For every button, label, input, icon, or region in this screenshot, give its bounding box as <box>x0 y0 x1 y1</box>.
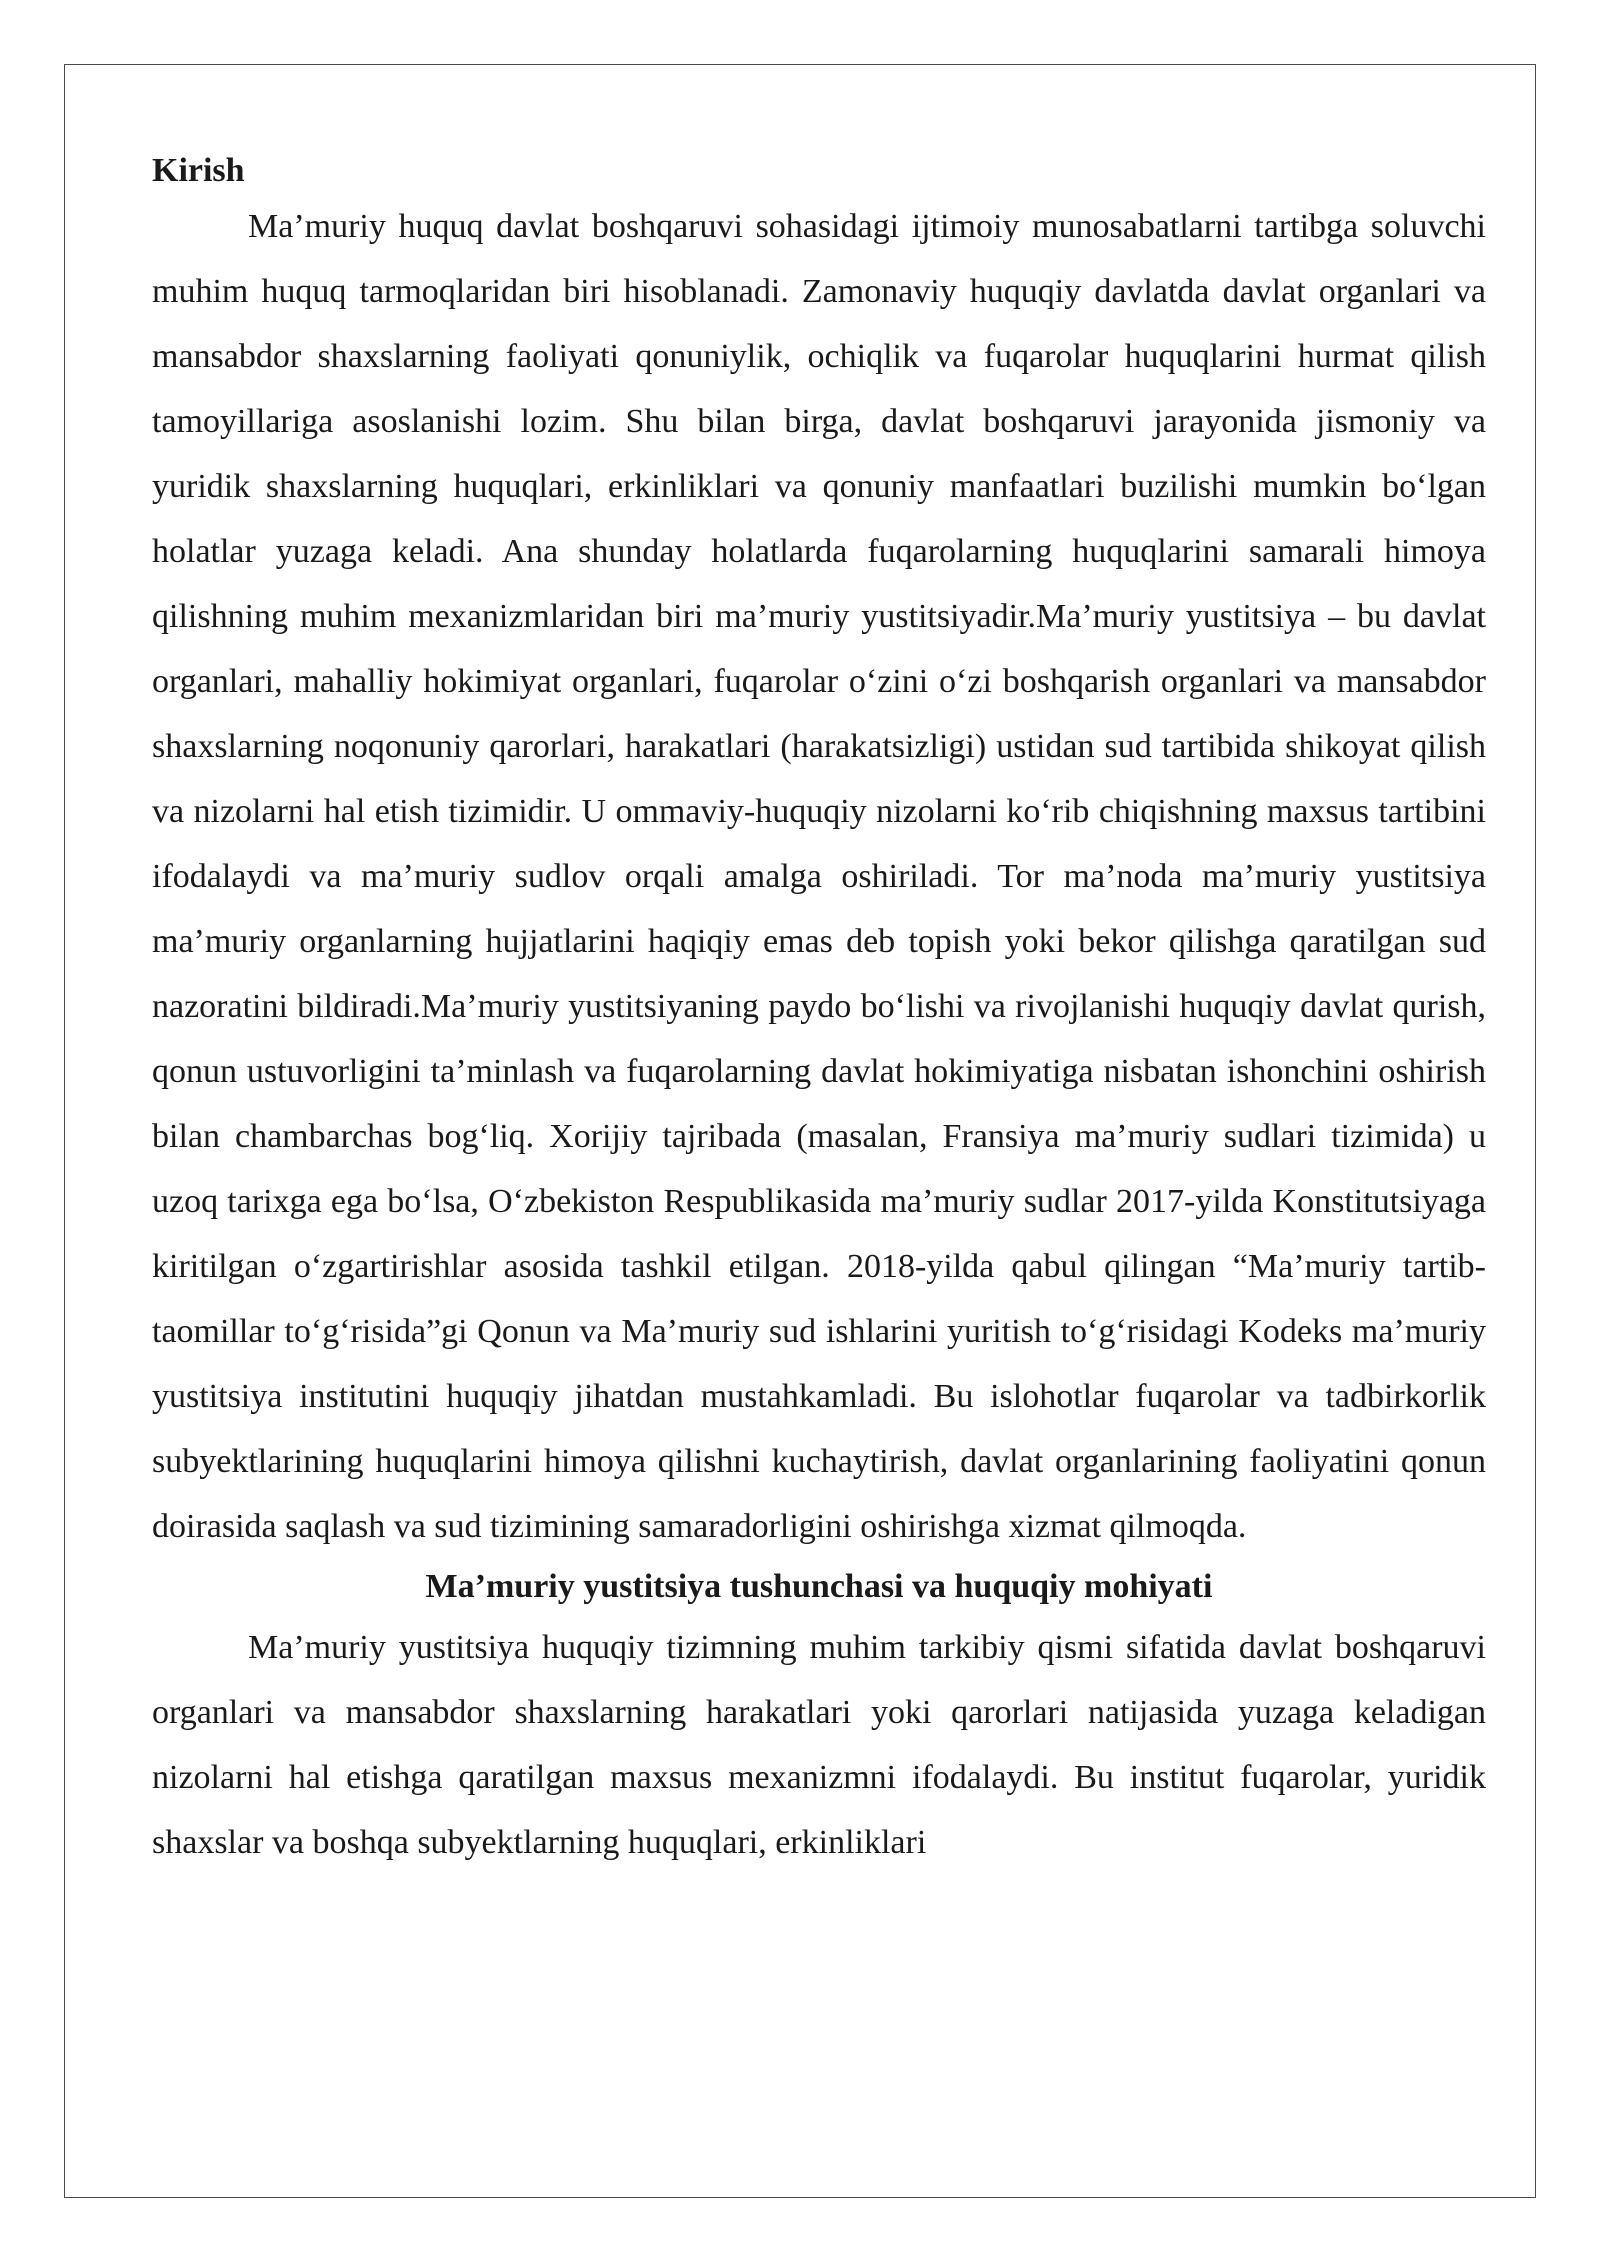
section-title: Ma’muriy yustitsiya tushunchasi va huquqiy mohiyati <box>425 1568 1213 1605</box>
section-paragraph: Ma’muriy yustitsiya huquqiy tizimning muhim tarkibiy qismi sifatida davlat boshqaruvi organlari va mansabdor shaxslarning harakatlari yoki qarorlari natijasida yuzaga keladigan nizolarni hal etishga qaratilgan maxsus mexanizmni ifodalaydi. Bu institut fuqarolar, yuridik shaxslar va boshqa subyektlarning huquqlari, erkinliklari <box>152 1629 1486 1861</box>
heading-kirish: Kirish <box>152 152 245 189</box>
intro-paragraph: Ma’muriy huquq davlat boshqaruvi sohasidagi ijtimoiy munosabatlarni tartibga soluvchi muhim huquq tarmoqlaridan biri hisoblanadi. Zamonaviy huquqiy davlatda davlat organlari va mansabdor shaxslarning faoliyati qonuniylik, ochiqlik va fuqarolar huquqlarini hurmat qilish tamoyillariga asoslanishi lozim. Shu bilan birga, davlat boshqaruvi jarayonida jismoniy va yuridik shaxslarning huquqlari, erkinliklari va qonuniy manfaatlari buzilishi mumkin bo‘lgan holatlar yuzaga keladi. Ana shunday holatlarda fuqarolarning huquqlarini samarali himoya qilishning muhim mexanizmlaridan biri ma’muriy yustitsiyadir.Ma’muriy yustitsiya – bu davlat organlari, mahalliy hokimiyat organlari, fuqarolar o‘zini o‘zi boshqarish organlari va mansabdor shaxslarning noqonuniy qarorlari, harakatlari (harakatsizligi) ustidan sud tartibida shikoyat qilish va nizolarni hal etish tizimidir. U ommaviy-huquqiy nizolarni ko‘rib chiqishning maxsus tartibini ifodalaydi va ma’muriy sudlov orqali amalga oshiriladi. Tor ma’noda ma’muriy yustitsiya ma’muriy organlarning hujjatlarini haqiqiy emas deb topish yoki bekor qilishga qaratilgan sud nazoratini bildiradi.Ma’muriy yustitsiyaning paydo bo‘lishi va rivojlanishi huquqiy davlat qurish, qonun ustuvorligini ta’minlash va fuqarolarning davlat hokimiyatiga nisbatan ishonchini oshirish bilan chambarchas bog‘liq. Xorijiy tajribada (masalan, Fransiya ma’muriy sudlari tizimida) u uzoq tarixga ega bo‘lsa, O‘zbekiston Respublikasida ma’muriy sudlar 2017-yilda Konstitutsiyaga kiritilgan o‘zgartirishlar asosida tashkil etilgan. 2018-yilda qabul qilingan “Ma’muriy tartib-taomillar to‘g‘risida”gi Qonun va Ma’muriy sud ishlarini yuritish to‘g‘risidagi Kodeks ma’muriy yustitsiya institutini huquqiy jihatdan mustahkamladi. Bu islohotlar fuqarolar va tadbirkorlik subyektlarining huquqlarini himoya qilishni kuchaytirish, davlat organlarining faoliyatini qonun doirasida saqlash va sud tizimining samaradorligini oshirishga xizmat qilmoqda. <box>152 208 1486 1545</box>
document-body <box>152 148 1486 1875</box>
